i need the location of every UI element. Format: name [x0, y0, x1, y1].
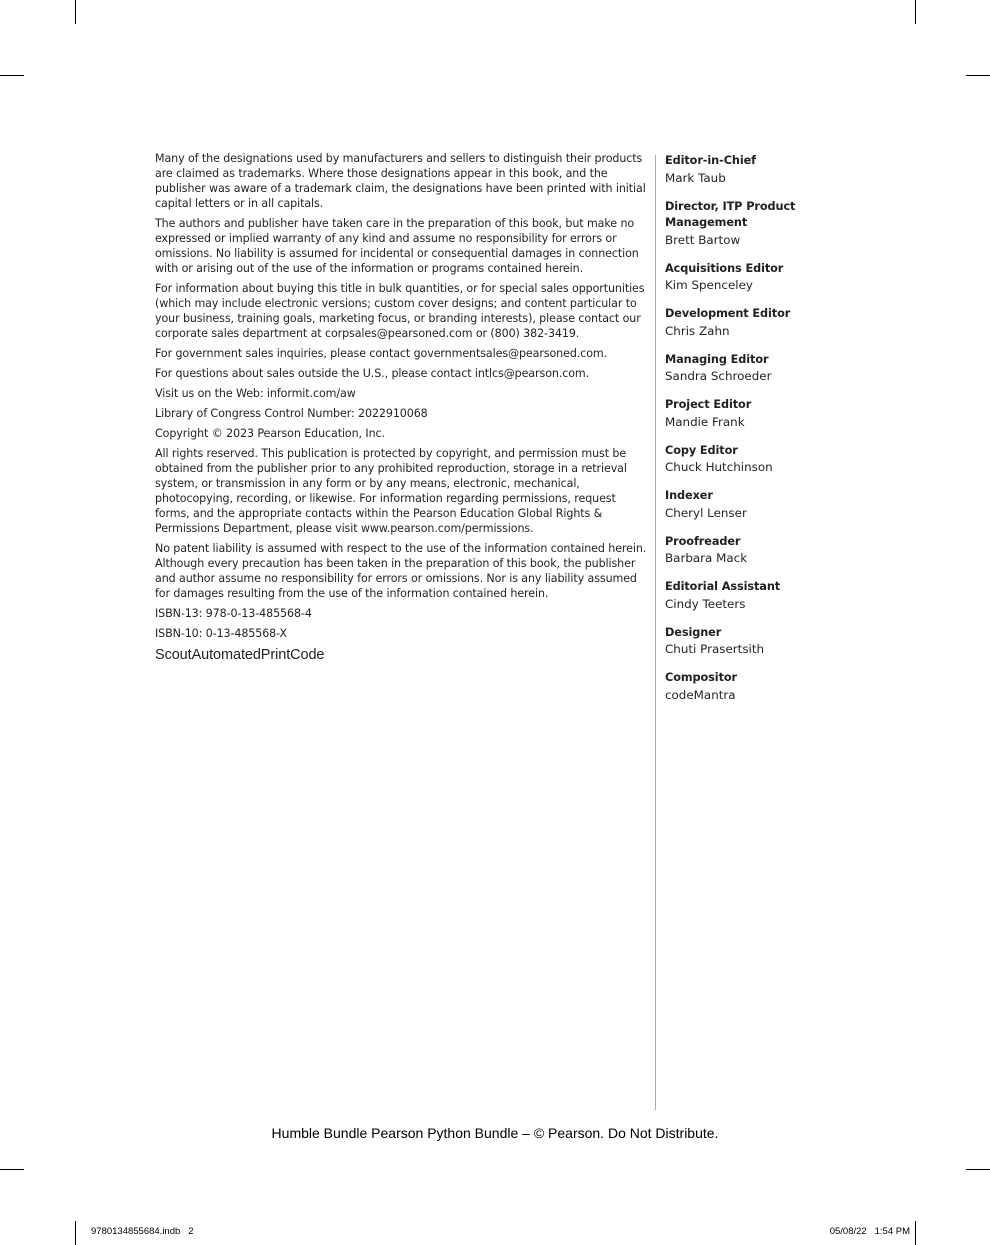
credit-entry: [665, 670, 815, 703]
credit-name: Brett Bartow: [665, 232, 741, 247]
trademark-paragraph: Many of the designations used by manufacturers and sellers to distinguish their products are claimed as trademarks. Where those designations appear in this book, and the publisher was aware of a trademark claim, the designations have been printed with initial capital letters or in all capitals.: [155, 152, 646, 210]
crop-mark-bottom-right: [915, 1221, 916, 1245]
international-sales-paragraph: For questions about sales outside the U.S., please contact intlcs@pearson.com.: [155, 367, 590, 380]
file-slug: 9780134855684.indb 2: [91, 1226, 194, 1237]
patent-liability-paragraph: No patent liability is assumed with respect to the use of the information contained herein. Although every precaution has been taken in the preparation of this book, the publisher and author assume no responsibility for errors or omissions. Nor is any liability assumed for damages resulting from the use of the information contained herein.: [155, 542, 647, 600]
credit-name: Cindy Teeters: [665, 596, 746, 611]
credit-entry: [665, 261, 815, 294]
crop-mark-top-left: [75, 0, 76, 24]
isbn-13: ISBN-13: 978-0-13-485568-4: [155, 607, 312, 620]
credit-name: Mandie Frank: [665, 414, 745, 429]
credit-role: Proofreader: [665, 534, 741, 548]
credit-role: Copy Editor: [665, 443, 738, 457]
copyright-text-column: [155, 151, 647, 664]
credit-role: Managing Editor: [665, 352, 769, 366]
credit-name: Sandra Schroeder: [665, 369, 772, 383]
credit-entry: [665, 579, 815, 612]
isbn-10: ISBN-10: 0-13-485568-X: [155, 627, 287, 640]
credit-name: Barbara Mack: [665, 551, 748, 565]
credit-name: Cheryl Lenser: [665, 505, 747, 520]
credit-role: Project Editor: [665, 398, 752, 411]
credit-entry: [665, 625, 815, 658]
crop-mark-top-right: [915, 0, 916, 24]
credit-role: Development Editor: [665, 307, 791, 320]
print-code: ScoutAutomatedPrintCode: [155, 647, 325, 663]
credit-entry: [665, 199, 815, 249]
crop-mark-right-top: [966, 75, 990, 76]
rights-reserved-paragraph: All rights reserved. This publication is protected by copyright, and permission must be obtained from the publisher prior to any prohibited reproduction, storage in a retrieval system, or transmission in any form or by any means, electronic, mechanical, photocopying, recording, or likewise. For information regarding permissions, request forms, and the appropriate contacts within the Pearson Education Global Rights & Permissions Department, please visit www.pearson.com/permissions.: [155, 447, 627, 535]
crop-mark-bottom-left: [75, 1221, 76, 1245]
credit-role: Editorial Assistant: [665, 580, 781, 593]
credit-name: Chuti Prasertsith: [665, 642, 765, 656]
credit-role: Compositor: [665, 671, 737, 684]
credit-name: Mark Taub: [665, 170, 726, 185]
lccn-paragraph: Library of Congress Control Number: 2022910068: [155, 407, 428, 420]
credit-name: Kim Spenceley: [665, 278, 753, 292]
credit-entry: [665, 443, 815, 476]
credit-entry: [665, 397, 815, 430]
copyright-paragraph: Copyright © 2023 Pearson Education, Inc.: [155, 427, 385, 440]
distribution-footer: Humble Bundle Pearson Python Bundle – © Pearson. Do Not Distribute.: [271, 1125, 719, 1141]
crop-mark-right-bottom: [966, 1169, 990, 1170]
credit-name: Chuck Hutchinson: [665, 460, 773, 474]
credit-role: Acquisitions Editor: [665, 261, 784, 275]
crop-mark-left-top: [0, 75, 24, 76]
credits-column: [665, 153, 815, 716]
bulk-sales-paragraph: For information about buying this title in bulk quantities, or for special sales opportunities (which may include electronic versions; custom cover designs; and content particular to your business, training goals, marketing focus, or branding interests), please contact our corporate sales department at corpsales@pearsoned.com or (800) 382-3419.: [155, 282, 645, 340]
credit-role: Director, ITP Product Management: [665, 199, 796, 229]
credit-entry: [665, 488, 815, 521]
credit-entry: [665, 306, 815, 339]
credit-role: Indexer: [665, 489, 713, 502]
warranty-paragraph: The authors and publisher have taken care in the preparation of this book, but make no expressed or implied warranty of any kind and assume no responsibility for errors or omissions. No liability is assumed for incidental or consequential damages in connection with or arising out of the use of the information or programs contained herein.: [155, 217, 639, 275]
crop-mark-left-bottom: [0, 1169, 24, 1170]
credit-entry: [665, 352, 815, 385]
date-slug: 05/08/22 1:54 PM: [829, 1226, 910, 1237]
website-paragraph: Visit us on the Web: informit.com/aw: [155, 387, 356, 400]
credit-role: Editor-in-Chief: [665, 154, 756, 167]
credit-entry: [665, 153, 815, 186]
credit-name: Chris Zahn: [665, 323, 730, 338]
credit-entry: [665, 534, 815, 567]
credit-role: Designer: [665, 625, 722, 639]
credit-name: codeMantra: [665, 687, 736, 702]
government-sales-paragraph: For government sales inquiries, please contact governmentsales@pearsoned.com.: [155, 347, 608, 360]
column-divider: [655, 155, 656, 1110]
